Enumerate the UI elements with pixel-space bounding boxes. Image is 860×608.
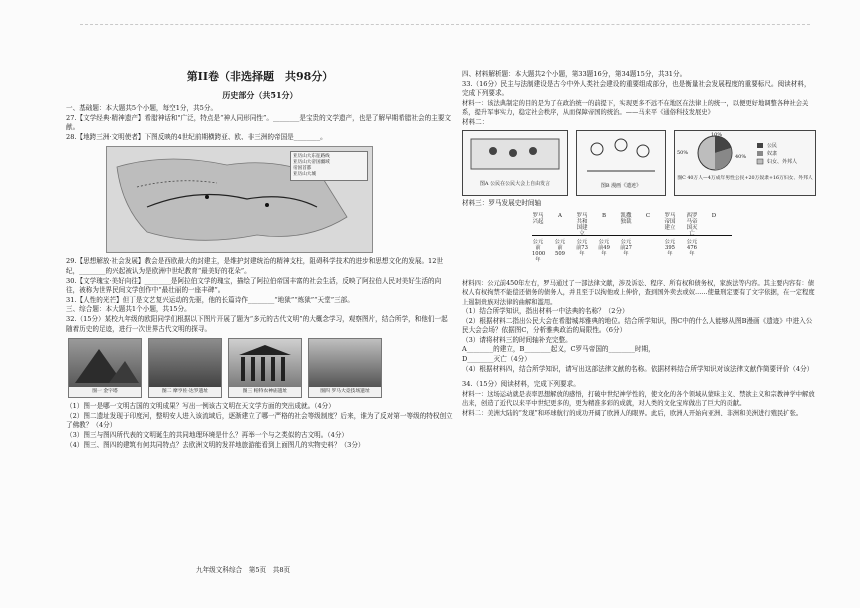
question-33-2: （2）根据材料二指出公民大会在希腊城邦雅典的地位。结合所学知识，图C中的什么人能够从图B漫画《遗迹》中进入公民大会会场？依据图C，分析雅典政治的局限性。（6分） [462, 316, 813, 335]
roman-timeline [532, 213, 732, 277]
timeline-date: 公元前509 [554, 238, 566, 257]
legend-item: 帝国首都 [293, 166, 312, 172]
question-32-3: （3）图三与图四所代表的文明诞生的共同地理环境是什么？再举一个与之类似的古文明。（4分） [66, 430, 349, 439]
section-title: 第II卷（非选择题 共98分） [186, 70, 334, 83]
picture-caption: 图二 摩亨佐·达罗遗址 [149, 387, 221, 397]
material-34-one: 材料一：这场运动就是表率思想解放的感悟，打破中世纪神学性的，使文化的各个领域从蒙昧主义、禁欲主义和宗教神学中解放出来，创造了近代以来平中世纪更多的，更为精准多彩的成就，对人类的文化宝库做出了巨大的贡献。 [462, 390, 815, 408]
timeline-event: 罗马兴起 [532, 212, 544, 225]
timeline-event: A [558, 212, 562, 219]
page-top-edge [80, 24, 810, 25]
material-34-two: 材料二：美洲大陆的“发现”和环球航行的成功开阔了欧洲人的眼界。此后，欧洲人开始向亚洲、非洲和美洲进行殖民扩张。 [462, 409, 803, 417]
colosseum-photo [308, 338, 382, 398]
left-column [66, 70, 454, 450]
picture-strip [68, 338, 454, 398]
section-comprehensive: 三、综合题：本大题共1个小题，共15分。 [66, 305, 191, 314]
material-three-label: 材料三：罗马发展史时间轴 [462, 199, 542, 208]
material-one: 材料一：该法典制定的目的是为了在政治统一的前提下，实现更多不远不在地区在法律上的统一，以便更好地调整各种社会关系，提升军事实力，稳定社会秩序，从而保障帝国的统治。——马来平《通俗科技发展史》 [462, 99, 809, 117]
timeline-date: 公元前1000年 [532, 238, 546, 263]
material-two-label: 材料二： [462, 117, 489, 126]
question-33-4: （4）根据材料四，结合所学知识，请写出这部法律文献的名称。依据材料结合所学知识对该法律文献作简要评价（4分） [462, 364, 814, 373]
picture-caption: 图四 罗马大竞技场遗址 [309, 387, 381, 397]
legend-label: 妇女、外邦人 [767, 159, 798, 166]
question-32-1: （1）图一是哪一文明古国的文明成果？写出一例该古文明在天文学方面的突出成就。（4分） [66, 402, 335, 411]
question-33-1: （1）结合所学知识，指出材料一中法典的名称？（2分） [462, 307, 629, 315]
question-30: 30.【文学瑰宝·美好向往】________是阿拉伯文学的瑰宝，描绘了阿拉伯帝国丰富的社会生活，反映了阿拉伯人民对美好生活的向往，被称为世界民间文学创作中“最壮丽的一座丰碑”。 [66, 276, 442, 295]
figure-caption: 图C 40万人—4万成年男性公民+20万奴隶+16万妇女、外邦人 [677, 176, 813, 182]
timeline-axis [532, 235, 732, 236]
question-32: 32.（15分）某校九年级的欧阳同学们根据以下图片开展了题为“多元的古代文明”的大概念学习，观察图片，结合所学，和他们一起随着历史的足迹，进行一次世界古代文明的探寻。 [66, 314, 448, 333]
picture-caption: 图三 帕特农神庙遗址 [229, 387, 301, 397]
pyramid-photo [68, 338, 142, 398]
legend-item: 亚历山大城 [293, 172, 316, 178]
empire-map [106, 146, 373, 253]
legend-label: 奴隶 [767, 151, 778, 158]
picture-caption: 图一 金字塔 [69, 387, 141, 397]
figure-b [576, 130, 666, 196]
section-material: 四、材料解析题：本大题共2个小题，第33题16分，第34题15分，共31分。 [462, 70, 687, 78]
question-33-3a: A________的建立，B________起义，C罗马帝国的________时期， [462, 345, 655, 354]
pie-label: 50% [677, 150, 689, 157]
timeline-event: 凯撒独裁 [620, 212, 632, 225]
question-31: 31.【人性的光芒】但丁是文艺复兴运动的先驱，他的长篇诗作________“地狱”“炼狱”“天堂”三部。 [66, 295, 354, 304]
timeline-date: 公元476年 [686, 238, 698, 257]
timeline-event: 罗马共和国建立 [576, 212, 588, 237]
question-32-4: （4）图三、图四的建筑有何共同特点？去欧洲文明的发祥地旅游能看到上面图几的实物史料？（3分） [66, 440, 365, 449]
timeline-event: 西罗马帝国灭亡 [686, 212, 698, 237]
right-column [462, 70, 816, 418]
cartoon-icon [577, 131, 665, 179]
timeline-date: 公元395年 [664, 238, 676, 257]
material-two-figures [462, 130, 816, 196]
question-32-2: （2）图二遗址发现于印度河，整明安人进入该流域后，逐渐建立了哪一严格的社会等级制度？后来，谁为了反对第一等级的特权创立了佛教？（4分） [66, 411, 453, 430]
legend-label: 公民 [767, 143, 778, 150]
legend-item: 亚历山大帝国疆域 [293, 160, 330, 166]
history-subtitle: 历史部分（共51分） [222, 90, 298, 100]
temple-icon [229, 339, 301, 387]
timeline-event: 罗马帝国建立 [664, 212, 676, 231]
figure-c [674, 130, 816, 196]
figure-caption: 图B 漫画《遗迹》 [600, 182, 642, 189]
page-footer: 九年级文科综合 第5页 共8页 [196, 566, 291, 574]
legend-item: 亚历山大东征路线 [293, 154, 330, 160]
parthenon-photo [228, 338, 302, 398]
question-29: 29.【思想解放·社会发展】教会是西欧最大的封建主，是维护封建统治的精神支柱，阻碍科学技术的进步和思想文化的发展。12世纪，________的兴起被认为是欧洲中世纪教育“最美好的花朵”。 [66, 257, 444, 275]
timeline-event: C [645, 212, 651, 219]
question-33-3: （3）请将材料三的时间轴补充完整。 [462, 335, 572, 344]
timeline-date: 公元前49年 [598, 238, 610, 257]
section-basic: 一、基础题：本大题共5个小题，每空1分，共5分。 [66, 104, 218, 112]
pie-label: 40% [735, 154, 747, 161]
mohenjo-daro-photo [148, 338, 222, 398]
map-legend [290, 151, 368, 181]
figure-a [462, 130, 568, 196]
question-28: 28.【地跨三洲·文明使者】下图反映的4世纪前期横跨亚、欧、非三洲的帝国是________。 [66, 132, 327, 141]
question-27: 27.【文学经典·精神遗产】希腊神话和"广泛，特点是“神人同形同性”。________是宝贵的文学遗产，也是了解早期希腊社会的主要文献。 [66, 113, 452, 132]
question-33: 33.（16分）民主与法制建设是古今中外人类社会建设的重要组成部分，也是衡量社会发展程度的重要标尺。阅读材料，完成下列要求。 [462, 79, 811, 98]
pie-label: 10% [711, 132, 723, 139]
question-34: 34.（15分）阅读材料，完成下列要求。 [462, 380, 580, 389]
material-four: 材料四：公元前450年左右，罗马通过了一部法律文献，涉及诉讼、程序、所有权和债务权，家族法等内容。其主要内容有：债权人有权拘禁不能偿还债务的债务人，并且至于以拘他或上伸价，查到国外卖去或奴……使量刑定要有了文字依据，在一定程度上遏制贵族对法律的曲解和滥用。 [462, 279, 815, 306]
pyramid-icon [69, 339, 141, 387]
timeline-event: D [711, 212, 717, 219]
timeline-date: 公元前27年 [620, 238, 632, 257]
timeline-event: B [601, 212, 607, 219]
assembly-icon [463, 131, 567, 177]
timeline-date: 公元前73年 [576, 238, 588, 257]
question-33-3b: D________灭亡（4分） [462, 354, 531, 363]
figure-caption: 图A 公民在公民大会上自由发言 [479, 180, 551, 187]
